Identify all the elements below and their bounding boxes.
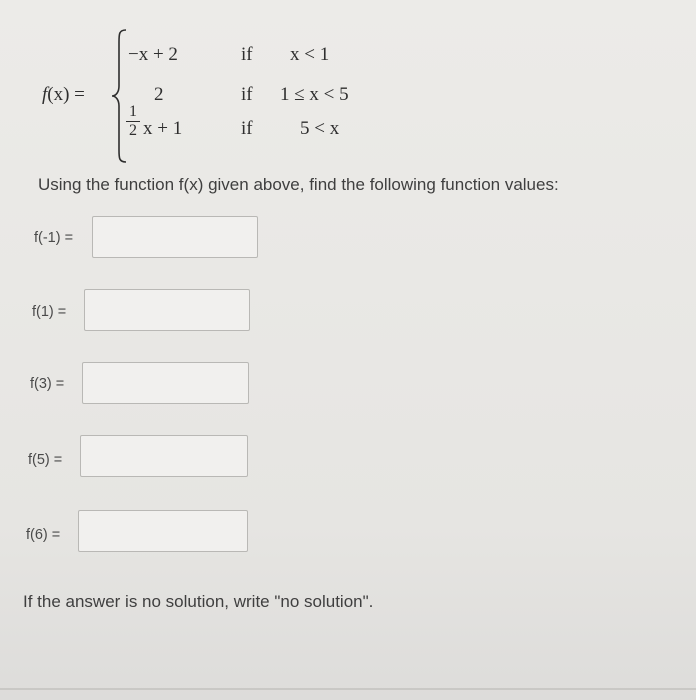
- case-2-expression: 2: [154, 84, 164, 105]
- case-3-if: if: [241, 118, 253, 139]
- left-brace: [110, 28, 130, 164]
- fraction-numerator: 1: [129, 103, 137, 120]
- question-label-f-3: f(3) =: [30, 376, 65, 392]
- question-label-f-1: f(1) =: [32, 304, 67, 320]
- case-1-condition: x < 1: [290, 44, 330, 65]
- case-1-expression: −x + 2: [128, 44, 178, 65]
- case-1-if: if: [241, 44, 253, 65]
- function-argument: (x) =: [47, 84, 85, 105]
- answer-input-f-6[interactable]: [78, 510, 248, 552]
- question-label-f-5: f(5) =: [28, 452, 63, 468]
- function-name: f: [42, 84, 48, 105]
- question-label-f-neg1: f(-1) =: [34, 230, 74, 246]
- case-2-condition: 1 ≤ x < 5: [280, 84, 349, 105]
- no-solution-note: If the answer is no solution, write "no solution".: [23, 592, 374, 611]
- fraction-denominator: 2: [129, 122, 137, 139]
- answer-input-f-3[interactable]: [82, 362, 249, 404]
- case-3-fraction: [126, 104, 140, 139]
- case-2-if: if: [241, 84, 253, 105]
- answer-input-f-neg1[interactable]: [92, 216, 258, 258]
- case-3-condition: 5 < x: [300, 118, 340, 139]
- divider: [0, 688, 696, 690]
- question-label-f-6: f(6) =: [26, 527, 61, 543]
- answer-input-f-1[interactable]: [84, 289, 250, 331]
- function-label: [42, 84, 85, 106]
- instruction-text: Using the function f(x) given above, find the following function values:: [38, 175, 559, 194]
- case-3-expression: x + 1: [143, 118, 183, 139]
- piecewise-function: [0, 0, 696, 170]
- answer-input-f-5[interactable]: [80, 435, 248, 477]
